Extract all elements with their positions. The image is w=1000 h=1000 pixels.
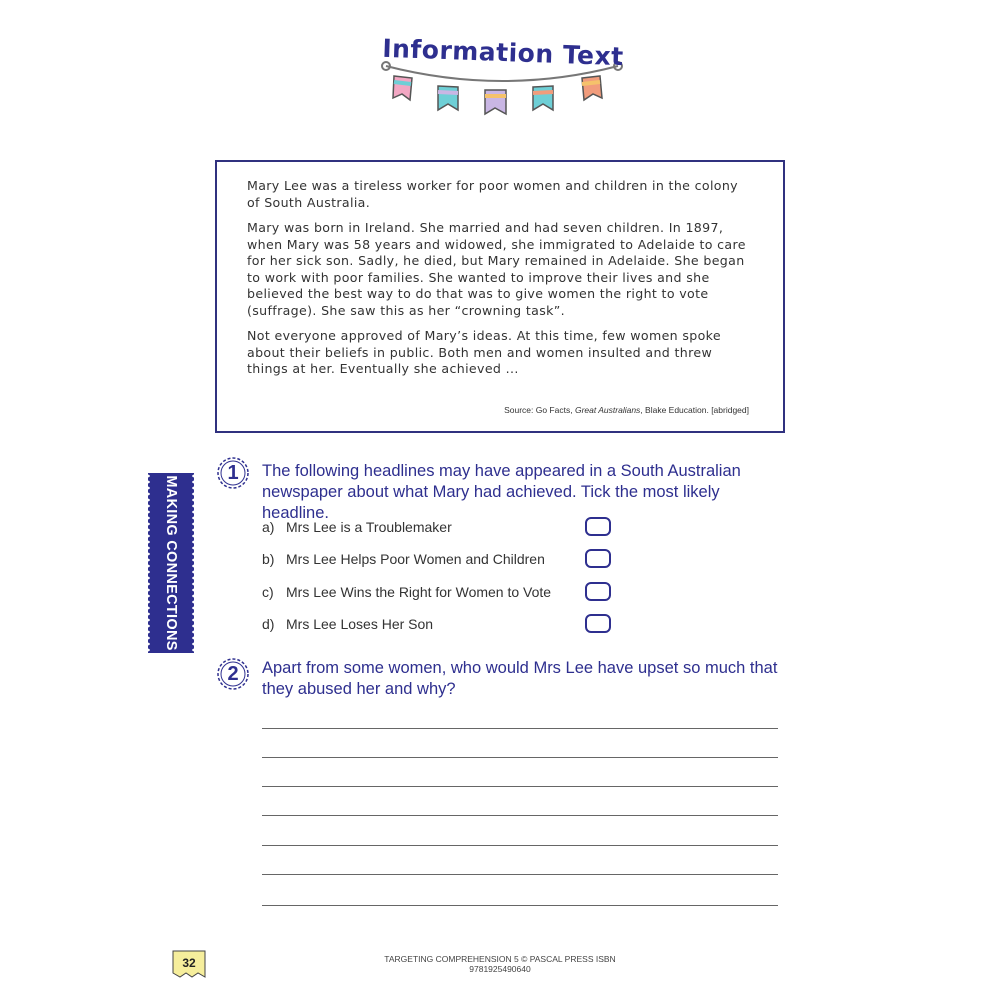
option-d [262,616,433,632]
info-paragraph: Mary Lee was a tireless worker for poor women and children in the colony of South Australia. [247,178,738,210]
option-letter: c) [262,584,274,600]
source-title: Great Australians [574,405,641,415]
page-title: Information Text [381,33,625,72]
question-number: 1 [227,462,239,484]
answer-line[interactable] [262,757,778,758]
option-letter: b) [262,551,275,567]
source-citation [504,405,749,415]
answer-line[interactable] [262,728,778,729]
option-text: Mrs Lee is a Troublemaker [286,519,452,535]
tick-box-c[interactable] [585,582,611,601]
title-banner [378,34,628,124]
question-number: 2 [227,663,239,685]
answer-line[interactable] [262,905,778,906]
answer-line[interactable] [262,815,778,816]
option-text: Mrs Lee Wins the Right for Women to Vote [286,584,552,600]
answer-line[interactable] [262,786,778,787]
answer-line[interactable] [262,845,778,846]
source-suffix: , Blake Education. [abridged] [640,405,749,415]
question-2-text: Apart from some women, who would Mrs Lee have upset so much that they abused her and why? [262,659,778,698]
section-label: MAKING CONNECTIONS [163,475,179,651]
page-number-flag [172,950,206,978]
page-number: 32 [182,956,196,970]
option-c [262,584,551,600]
section-side-tab [148,473,194,653]
tick-box-d[interactable] [585,614,611,633]
option-letter: a) [262,519,275,535]
option-text: Mrs Lee Helps Poor Women and Children [286,551,545,567]
question-number-badge [214,655,252,693]
option-b [262,551,545,567]
information-text-box [215,160,785,433]
tick-box-a[interactable] [585,517,611,536]
option-letter: d) [262,616,275,632]
question-1-text: The following headlines may have appeared in a South Australian newspaper about what Mary had achieved. Tick the most likely headline. [262,462,741,522]
answer-line[interactable] [262,874,778,875]
tick-box-b[interactable] [585,549,611,568]
question-number-badge [214,454,252,492]
option-a [262,519,452,535]
footer-credit: TARGETING COMPREHENSION 5 © PASCAL PRESS ISBN 9781925490640 [384,954,616,974]
option-text: Mrs Lee Loses Her Son [286,616,434,632]
info-paragraph: Not everyone approved of Mary’s ideas. At this time, few women spoke about their beliefs in public. Both men and women insulted and threw things at her. Eventually she achieved ... [247,328,721,376]
info-paragraph: Mary was born in Ireland. She married and had seven children. In 1897, when Mary was 58 years and widowed, she immigrated to Adelaide to care for her sick son. Sadly, he died, but Mary remained in Adelaide. She began to work with poor families. She wanted to improve their lives and she believed the best way to do that was to give women the right to vote (suffrage). She saw this as her “crowning task”. [247,220,746,318]
source-prefix: Source: Go Facts, [504,405,575,415]
